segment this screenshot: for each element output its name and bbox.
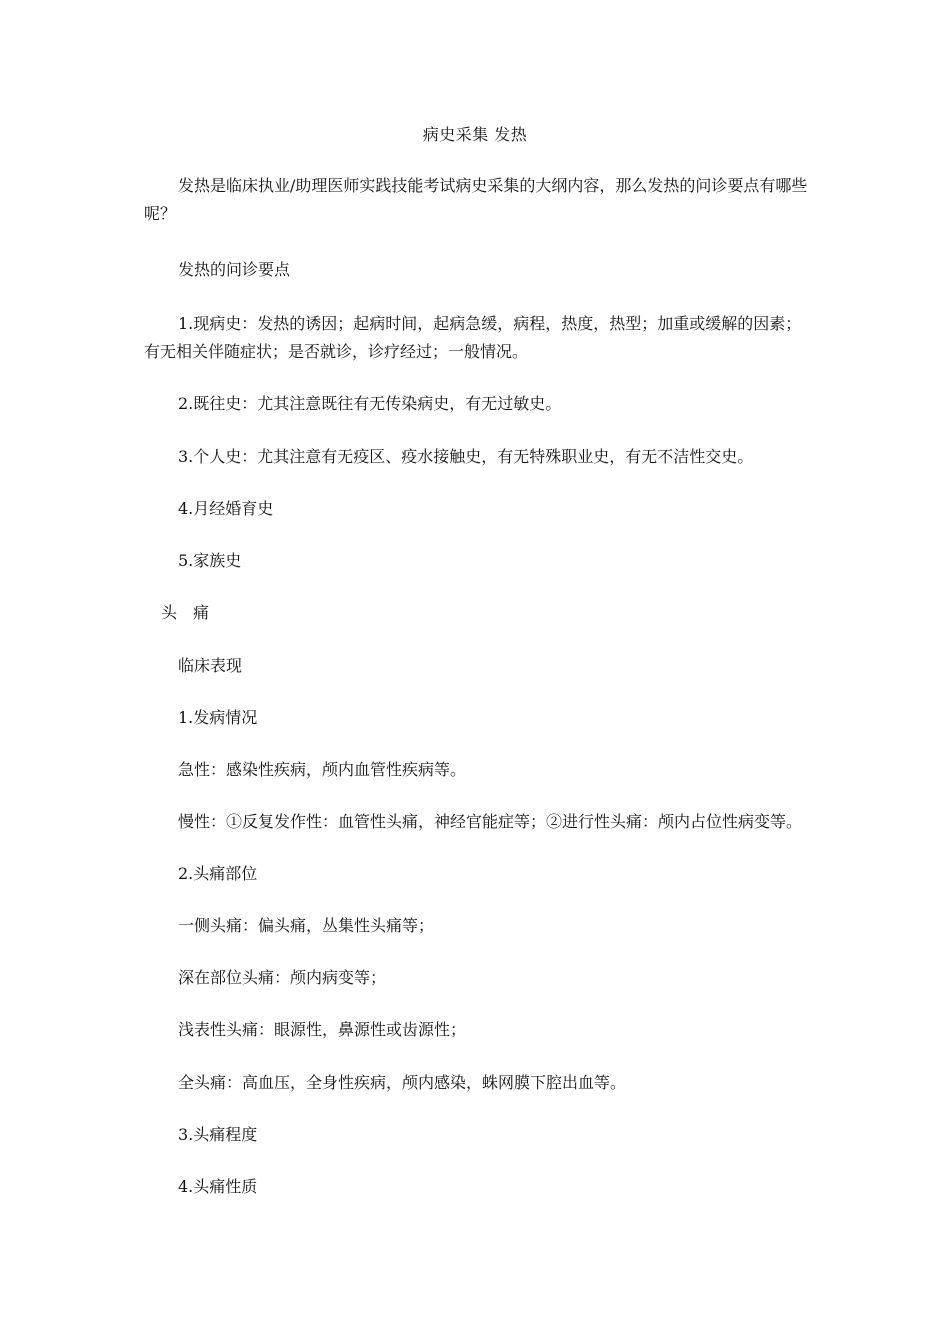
list-item-personal-history: 3.个人史：尤其注意有无疫区、疫水接触史，有无特殊职业史，有无不洁性交史。: [178, 447, 754, 466]
list-item-present-illness: 1.现病史：发热的诱因；起病时间，起病急缓，病程，热度，热型；加重或缓解的因素；有无相关伴随症状；是否就诊，诊疗经过；一般情况。: [144, 314, 802, 361]
list-item-family-history: 5.家族史: [178, 551, 242, 570]
list-item-headache-nature: 4.头痛性质: [178, 1177, 258, 1196]
list-item-past-history: 2.既往史：尤其注意既往有无传染病史，有无过敏史。: [178, 394, 562, 413]
text-acute: 急性：感染性疾病，颅内血管性疾病等。: [178, 760, 467, 779]
intro-paragraph: 发热是临床执业/助理医师实践技能考试病史采集的大纲内容，那么发热的问诊要点有哪些呢？: [144, 176, 808, 223]
list-item-menstrual-history: 4.月经婚育史: [178, 499, 274, 518]
text-whole-headache: 全头痛：高血压，全身性疾病，颅内感染，蛛网膜下腔出血等。: [178, 1073, 627, 1092]
text-deep-headache: 深在部位头痛：颅内病变等；: [178, 968, 387, 987]
section-heading-fever-inquiry: 发热的问诊要点: [178, 260, 291, 279]
text-unilateral-headache: 一侧头痛：偏头痛，丛集性头痛等；: [178, 916, 435, 935]
section-heading-headache: 头 痛: [161, 603, 210, 622]
list-item-headache-location: 2.头痛部位: [178, 864, 258, 883]
list-item-onset: 1.发病情况: [178, 708, 258, 727]
text-chronic: 慢性：①反复发作性：血管性头痛，神经官能症等；②进行性头痛：颅内占位性病变等。: [178, 812, 803, 831]
text-superficial-headache: 浅表性头痛：眼源性，鼻源性或齿源性；: [178, 1020, 467, 1039]
subheading-clinical-manifestations: 临床表现: [178, 656, 243, 675]
list-item-headache-severity: 3.头痛程度: [178, 1125, 258, 1144]
document-title: 病史采集 发热: [422, 125, 528, 144]
